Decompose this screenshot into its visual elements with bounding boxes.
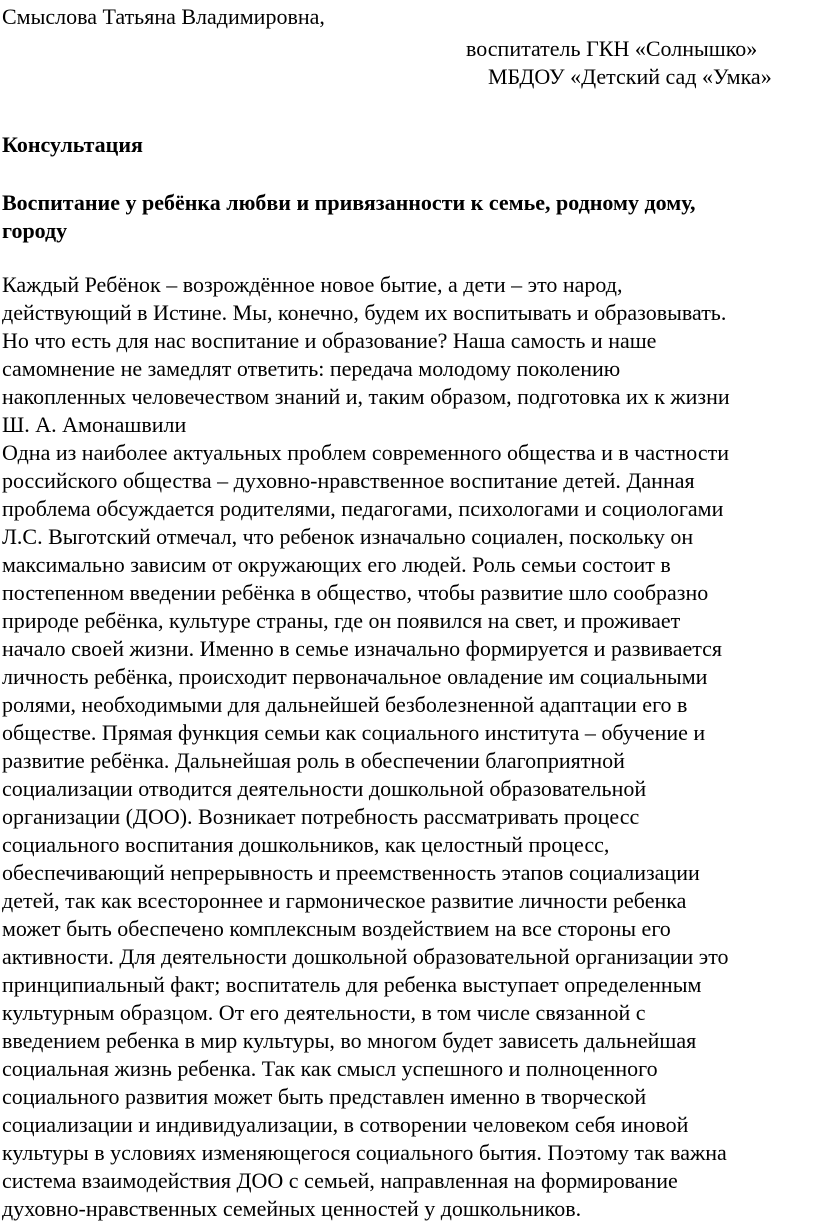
body-line: максимально зависим от окружающих его людей. Роль семьи состоит в (2, 552, 671, 577)
body-line: действующий в Истине. Мы, конечно, будем их воспитывать и образовывать. (2, 300, 727, 325)
body-line: введением ребенка в мир культуры, во многом будет зависеть дальнейшая (2, 1028, 697, 1053)
author-name: Смыслова Татьяна Владимировна, (2, 4, 325, 29)
body-line: социализации отводится деятельности дошкольной образовательной (2, 776, 647, 801)
body-line: накопленных человечеством знаний и, таким образом, подготовка их к жизни (2, 384, 730, 409)
body-line: российского общества – духовно-нравственное воспитание детей. Данная (2, 468, 695, 493)
body-line: личность ребёнка, происходит первоначальное овладение им социальными (2, 664, 708, 689)
document-title-line: Воспитание у ребёнка любви и привязанности к семье, родному дому, (2, 190, 696, 215)
body-line: Каждый Ребёнок – возрождённое новое бытие, а дети – это народ, (2, 272, 623, 297)
quote-attribution: Ш. А. Амонашвили (2, 412, 187, 437)
body-line: природе ребёнка, культуре страны, где он появился на свет, и проживает (2, 608, 681, 633)
document-type-heading: Консультация (2, 132, 143, 157)
body-line: организации (ДОО). Возникает потребность рассматривать процесс (2, 804, 640, 829)
body-line: ролями, необходимыми для дальнейшей безболезненной адаптации его в (2, 692, 688, 717)
author-organization: МБДОУ «Детский сад «Умка» (488, 64, 772, 89)
body-line: развитие ребёнка. Дальнейшая роль в обеспечении благоприятной (2, 748, 625, 773)
body-line: начало своей жизни. Именно в семье изначально формируется и развивается (2, 636, 722, 661)
body-line: детей, так как всестороннее и гармоническое развитие личности ребенка (2, 888, 687, 913)
body-line: социального развития может быть представлен именно в творческой (2, 1084, 647, 1109)
author-position: воспитатель ГКН «Солнышко» (466, 36, 758, 61)
body-line: проблема обсуждается родителями, педагогами, психологами и социологами (2, 496, 724, 521)
body-line: может быть обеспечено комплексным воздействием на все стороны его (2, 916, 671, 941)
body-line: социализации и индивидуализации, в сотворении человеком себя иновой (2, 1112, 689, 1137)
body-line: обеспечивающий непрерывность и преемственность этапов социализации (2, 860, 700, 885)
body-line: система взаимодействия ДОО с семьей, направленная на формирование (2, 1168, 678, 1193)
body-line: обществе. Прямая функция семьи как социального института – обучение и (2, 720, 706, 745)
body-line: Одна из наиболее актуальных проблем современного общества и в частности (2, 440, 729, 465)
body-line: культурным образцом. От его деятельности, в том числе связанной с (2, 1000, 646, 1025)
body-line: постепенном введении ребёнка в общество, чтобы развитие шло сообразно (2, 580, 709, 605)
body-line: принципиальный факт; воспитатель для ребенка выступает определенным (2, 972, 702, 997)
body-line: культуры в условиях изменяющегося социального бытия. Поэтому так важна (2, 1140, 727, 1165)
body-line: социального воспитания дошкольников, как целостный процесс, (2, 832, 610, 857)
body-line: Но что есть для нас воспитание и образование? Наша самость и наше (2, 328, 657, 353)
document-title-line: городу (2, 218, 68, 243)
body-line: самомнение не замедлят ответить: передача молодому поколению (2, 356, 621, 381)
body-line: духовно-нравственных семейных ценностей у дошкольников. (2, 1196, 582, 1221)
body-line: активности. Для деятельности дошкольной образовательной организации это (2, 944, 729, 969)
body-line: Л.С. Выготский отмечал, что ребенок изначально социален, поскольку он (2, 524, 694, 549)
body-line: социальная жизнь ребенка. Так как смысл успешного и полноценного (2, 1056, 658, 1081)
